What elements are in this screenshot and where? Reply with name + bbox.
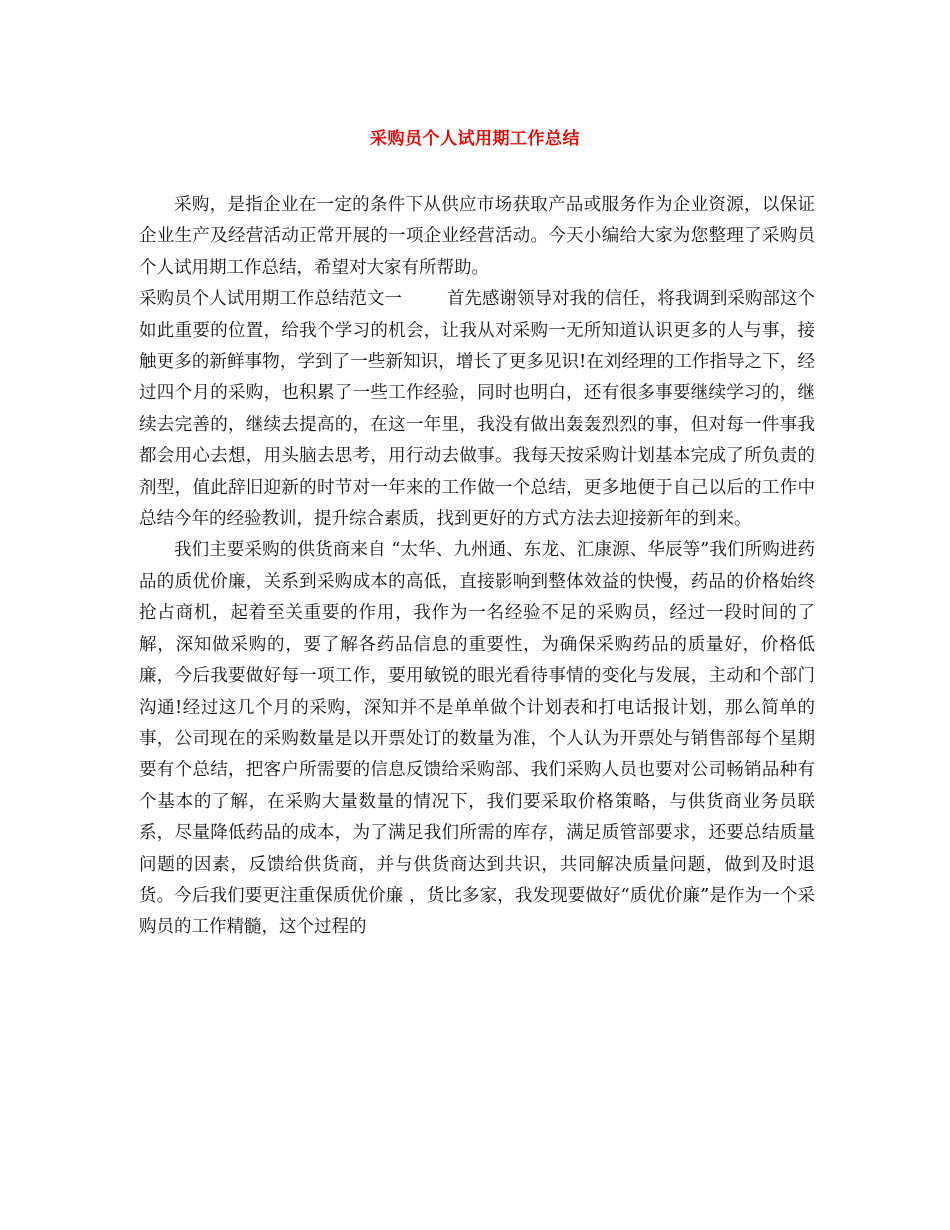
document-body xyxy=(139,190,815,944)
section-paragraph-text: 首先感谢领导对我的信任，将我调到采购部这个如此重要的位置，给我个学习的机会，让我从对采购一无所知道认识更多的人与事，接触更多的新鲜事物，学到了一些新知识，增长了更多见识!在刘经理的工作指导之下，经过四个月的采购，也积累了一些工作经验，同时也明白，还有很多事要继续学习的，继续去完善的，继续去提高的，在这一年里，我没有做出轰轰烈烈的事，但对每一件事我都会用心去想，用头脑去思考，用行动去做事。我每天按采购计划基本完成了所负责的剂型，值此辞旧迎新的时节对一年来的工作做一个总结，更多地便于自己以后的工作中总结今年的经验教训，提升综合素质，找到更好的方式方法去迎接新年的到来。 xyxy=(139,289,816,530)
section-gap xyxy=(402,289,447,309)
section-heading: 采购员个人试用期工作总结范文一 xyxy=(139,289,403,310)
supplier-paragraph: 我们主要采购的供货商来自 “太华、九州通、东龙、汇康源、华辰等”我们所购进药品的质优价廉，关系到采购成本的高低，直接影响到整体效益的快慢，药品的价格始终抢占商机，起着至关重要的作用，我作为一名经验不足的采购员，经过一段时间的了解，深知做采购的，要了解各药品信息的重要性，为确保采购药品的质量好，价格低廉，今后我要做好每一项工作，要用敏锐的眼光看待事情的变化与发展，主动和个部门沟通!经过这几个月的采购，深知并不是单单做个计划表和打电话报计划，那么简单的事，公司现在的采购数量是以开票处订的数量为准，个人认为开票处与销售部每个星期要有个总结，把客户所需要的信息反馈给采购部、我们采购人员也要对公司畅销品种有个基本的了解，在采购大量数量的情况下，我们要采取价格策略，与供货商业务员联系，尽量降低药品的成本，为了满足我们所需的库存，满足质管部要求，还要总结质量问题的因素，反馈给供货商，并与供货商达到共识，共同解决质量问题，做到及时退货。今后我们要更注重保质优价廉 ，货比多家，我发现要做好“质优价廉”是作为一个采购员的工作精髓，这个过程的 xyxy=(139,540,815,938)
section-paragraph xyxy=(139,284,815,535)
document-title: 采购员个人试用期工作总结 xyxy=(370,129,580,149)
intro-paragraph: 采购，是指企业在一定的条件下从供应市场获取产品或服务作为企业资源，以保证企业生产及经营活动正常开展的一项企业经营活动。今天小编给大家为您整理了采购员个人试用期工作总结，希望对大家有所帮助。 xyxy=(139,195,815,278)
